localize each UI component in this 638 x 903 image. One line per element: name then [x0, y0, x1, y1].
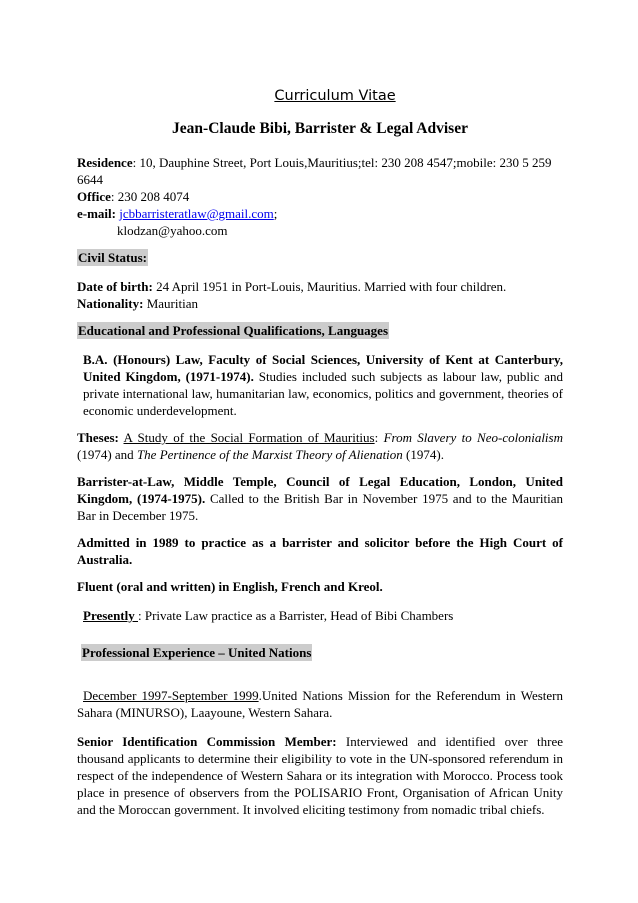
bar-qualification: Barrister-at-Law, Middle Temple, Council of Legal Education, London, United Kingdom, (1974-1975).	[77, 474, 563, 506]
ba-paragraph	[77, 351, 563, 419]
nationality-line	[77, 295, 563, 312]
role-paragraph	[77, 733, 563, 818]
thesis-subtitle-1: From Slavery to Neo-colonialism	[383, 430, 563, 445]
thesis-colon: :	[374, 430, 384, 445]
role-label: Senior Identification Commission Member:	[77, 734, 337, 749]
minurso-text: .United Nations Mission for the Referendum in Western Sahara (MINURSO), Laayoune, Western Sahara.	[77, 688, 563, 720]
residence-label: Residence	[77, 155, 133, 170]
thesis-mid: (1974) and	[77, 447, 137, 462]
candidate-name: Jean-Claude Bibi, Barrister & Legal Adviser	[172, 120, 468, 137]
contact-block	[77, 154, 563, 239]
office-text: : 230 208 4074	[110, 189, 190, 204]
document-title: Curriculum Vitae	[274, 88, 396, 104]
email-secondary: klodzan@yahoo.com	[117, 223, 228, 238]
ba-degree: B.A. (Honours) Law, Faculty of Social Sciences, University of Kent at Canterbury, United Kingdom, (1971-1974).	[83, 352, 563, 384]
bar-paragraph	[77, 473, 563, 524]
thesis-title-2: The Pertinence of the Marxist Theory of Alienation	[136, 447, 403, 462]
admitted-paragraph: Admitted in 1989 to practice as a barrister and solicitor before the High Court of Australia.	[77, 535, 563, 567]
education-heading: Educational and Professional Qualifications, Languages	[78, 323, 389, 338]
civil-status-block	[77, 278, 563, 312]
dob-text: 24 April 1951 in Port-Louis, Mauritius. Married with four children.	[152, 279, 507, 294]
presently-label: Presently	[83, 608, 138, 623]
minurso-paragraph	[77, 687, 563, 721]
ba-text: Studies included such subjects as labour law, public and private international law, humanitarian law, economics, politics and government, theories of economic underdevelopment.	[83, 369, 563, 418]
theses-label: Theses:	[77, 430, 119, 445]
presently-paragraph	[77, 607, 563, 624]
residence-text: : 10, Dauphine Street, Port Louis,Mauritius;tel: 230 208 4547;mobile: 230 5 259 6644	[77, 155, 552, 187]
dob-label: Date of birth:	[77, 279, 153, 294]
presently-text: : Private Law practice as a Barrister, Head of Bibi Chambers	[138, 608, 454, 623]
nationality-label: Nationality:	[77, 296, 144, 311]
email-line	[77, 205, 563, 222]
thesis-end: (1974).	[402, 447, 444, 462]
experience-heading: Professional Experience – United Nations	[82, 645, 312, 660]
cv-page	[77, 88, 563, 818]
theses-paragraph	[77, 429, 563, 463]
education-heading-wrap	[77, 322, 563, 339]
role-text: Interviewed and identified over three thousand applicants to determine their eligibility to vote in the UN-sponsored referendum in respect of the independence of Western Sahara or its integration with Morocco. Process took place in presence of observers from the POLISARIO Front, Organisation of African Unity and the Moroccan government. It involved eliciting testimony from nomadic tribal chiefs.	[77, 734, 563, 817]
dob-line	[77, 278, 563, 295]
office-label: Office	[77, 189, 111, 204]
residence-line	[77, 154, 563, 188]
nationality-text: Mauritian	[143, 296, 198, 311]
civil-status-heading-wrap	[77, 249, 563, 266]
email-separator: ;	[273, 206, 278, 221]
email-label: e-mail:	[77, 206, 116, 221]
email-link-primary[interactable]: jcbbarristeratlaw@gmail.com	[119, 206, 274, 221]
office-line	[77, 188, 563, 205]
fluent-paragraph: Fluent (oral and written) in English, French and Kreol.	[77, 579, 383, 594]
experience-heading-wrap	[77, 644, 563, 661]
minurso-period: December 1997-September 1999	[83, 688, 259, 703]
bar-text: Called to the British Bar in November 1975 and to the Mauritian Bar in December 1975.	[77, 491, 564, 523]
civil-status-heading: Civil Status:	[78, 250, 147, 265]
thesis-title-1: A Study of the Social Formation of Mauritius	[123, 430, 375, 445]
